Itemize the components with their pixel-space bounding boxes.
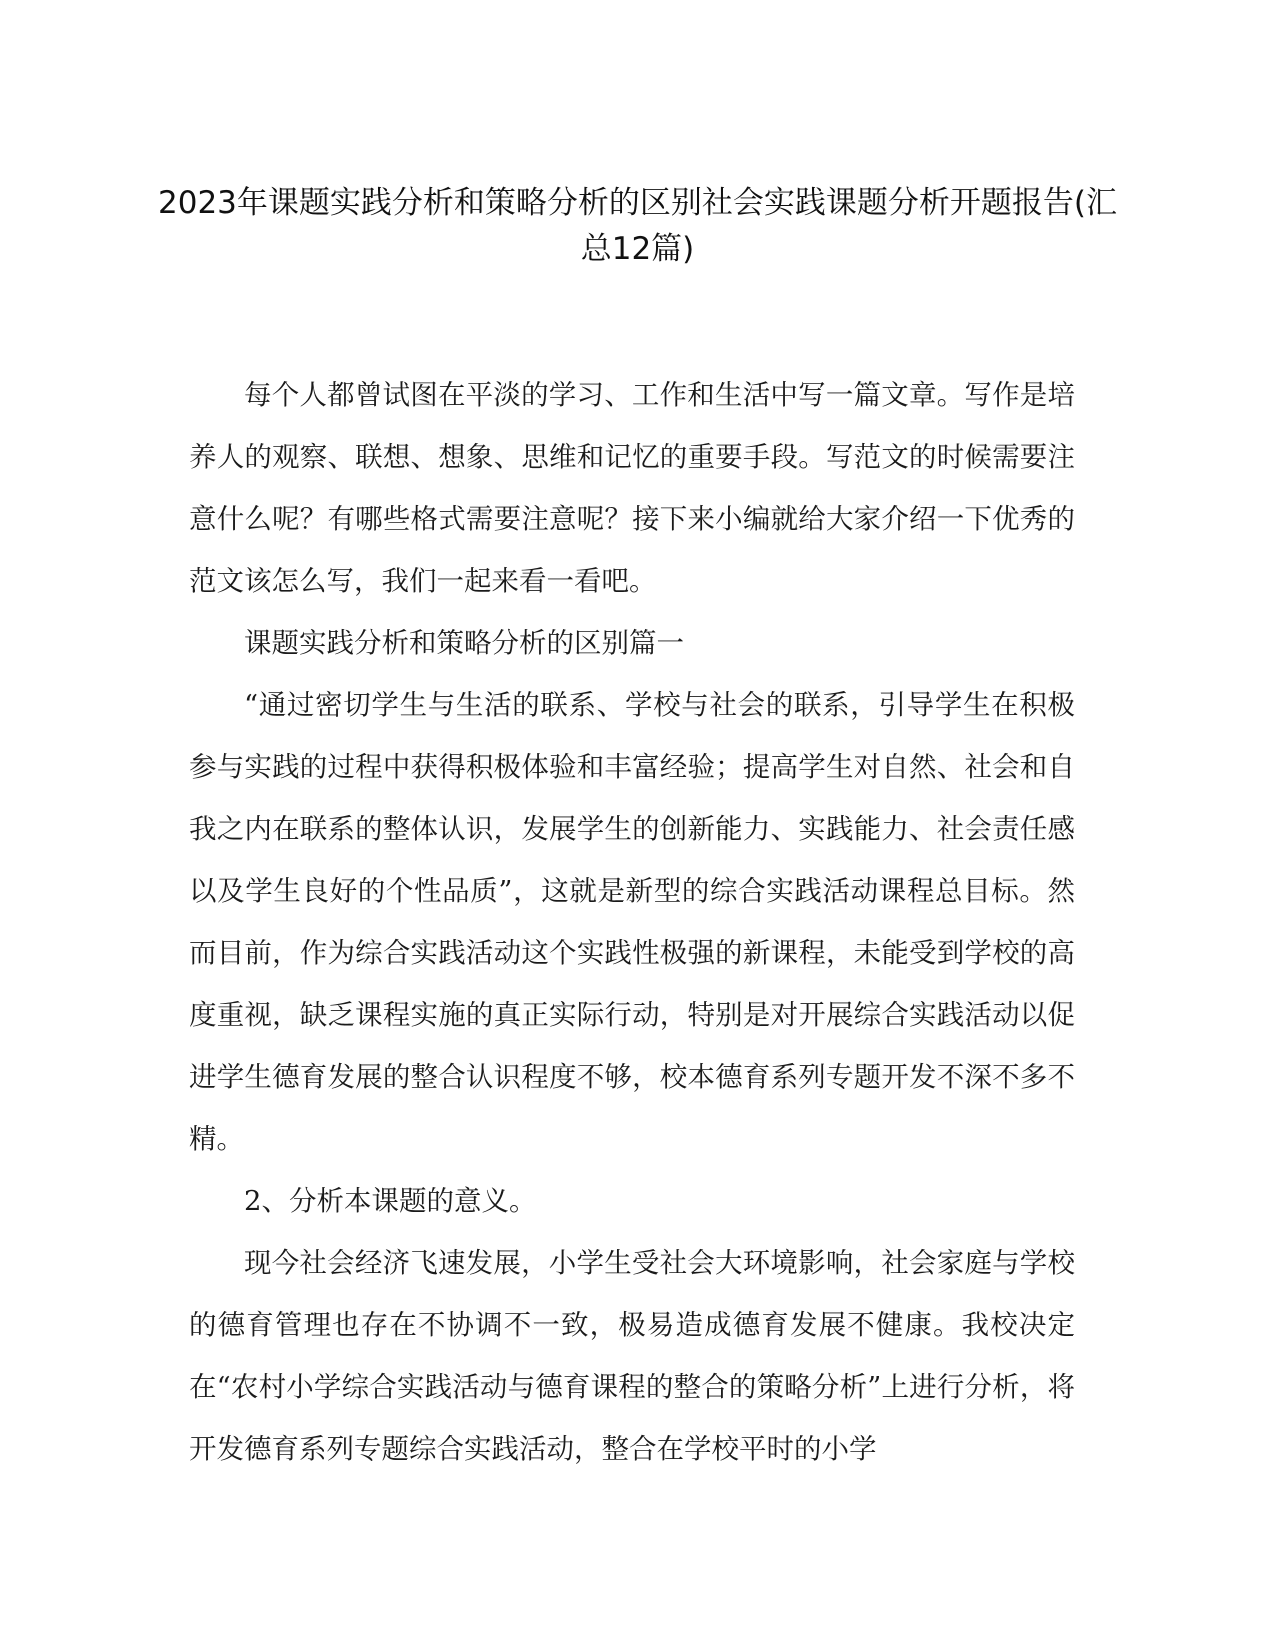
document-title: 2023年课题实践分析和策略分析的区别社会实践课题分析开题报告(汇总12篇) <box>158 185 1117 267</box>
document-body <box>189 364 1075 1480</box>
paragraph-significance: 现今社会经济飞速发展，小学生受社会大环境影响，社会家庭与学校的德育管理也存在不协调不一致，极易造成德育发展不健康。我校决定在“农村小学综合实践活动与德育课程的整合的策略分析”上进行分析，将开发德育系列专题综合实践活动，整合在学校平时的小学 <box>189 1247 1075 1465</box>
paragraph-intro: 每个人都曾试图在平淡的学习、工作和生活中写一篇文章。写作是培养人的观察、联想、想象、思维和记忆的重要手段。写范文的时候需要注意什么呢？有哪些格式需要注意呢？接下来小编就给大家介绍一下优秀的范文该怎么写，我们一起来看一看吧。 <box>189 379 1075 597</box>
paragraph-objective: “通过密切学生与生活的联系、学校与社会的联系，引导学生在积极参与实践的过程中获得积极体验和丰富经验；提高学生对自然、社会和自我之内在联系的整体认识，发展学生的创新能力、实践能力、社会责任感以及学生良好的个性品质”，这就是新型的综合实践活动课程总目标。然而目前，作为综合实践活动这个实践性极强的新课程，未能受到学校的高度重视，缺乏课程实施的真正实际行动，特别是对开展综合实践活动以促进学生德育发展的整合认识程度不够，校本德育系列专题开发不深不多不精。 <box>189 689 1075 1155</box>
section-heading: 课题实践分析和策略分析的区别篇一 <box>244 627 684 659</box>
subsection-heading: 2、分析本课题的意义。 <box>244 1185 537 1217</box>
